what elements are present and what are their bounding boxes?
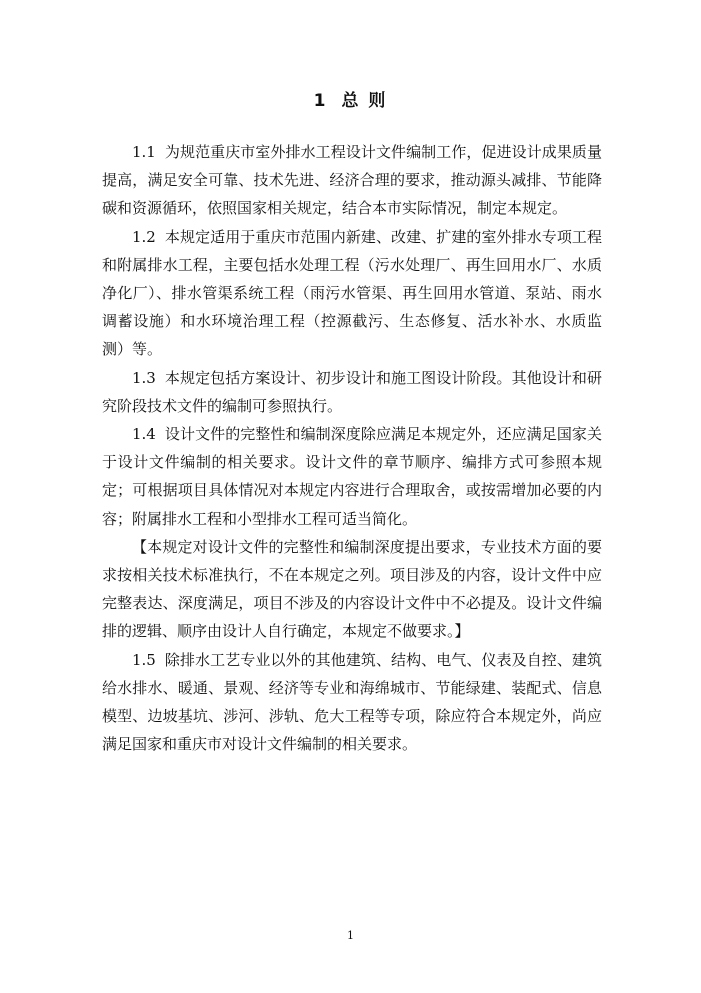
clause-1-4 xyxy=(102,420,602,533)
clause-number: 1.4 xyxy=(132,425,156,444)
chapter-title-text: 总 则 xyxy=(341,91,388,111)
clause-text: 本规定包括方案设计、初步设计和施工图设计阶段。其他设计和研究阶段技术文件的编制可参照执行。 xyxy=(102,368,602,415)
clause-text: 为规范重庆市室外排水工程设计文件编制工作，促进设计成果质量提高，满足安全可靠、技术先进、经济合理的要求，推动源头减排、节能降碳和资源循环，依照国家相关规定，结合本市实际情况，制定本规定。 xyxy=(102,143,602,218)
clause-1-4-note xyxy=(102,533,602,646)
note-text: 【本规定对设计文件的完整性和编制深度提出要求，专业技术方面的要求按相关技术标准执行，不在本规定之列。项目涉及的内容，设计文件中应完整表达、深度满足，项目不涉及的内容设计文件中不必提及。设计文件编排的逻辑、顺序由设计人自行确定，本规定不做要求。】 xyxy=(102,537,602,641)
clause-1-5 xyxy=(102,646,602,759)
clause-text: 除排水工艺专业以外的其他建筑、结构、电气、仪表及自控、建筑给水排水、暖通、景观、经济等专业和海绵城市、节能绿建、装配式、信息模型、边坡基坑、涉河、涉轨、危大工程等专项，除应符合本规定外，尚应满足国家和重庆市对设计文件编制的相关要求。 xyxy=(102,650,602,754)
clause-number: 1.3 xyxy=(132,368,156,387)
clause-text: 本规定适用于重庆市范围内新建、改建、扩建的室外排水专项工程和附属排水工程，主要包括水处理工程（污水处理厂、再生回用水厂、水质净化厂）、排水管渠系统工程（雨污水管渠、再生回用水管道、泵站、雨水调蓄设施）和水环境治理工程（控源截污、生态修复、活水补水、水质监测）等。 xyxy=(102,227,602,359)
clause-1-3 xyxy=(102,364,602,420)
clause-text: 设计文件的完整性和编制深度除应满足本规定外，还应满足国家关于设计文件编制的相关要求。设计文件的章节顺序、编排方式可参照本规定；可根据项目具体情况对本规定内容进行合理取舍，或按需增加必要的内容；附属排水工程和小型排水工程可适当简化。 xyxy=(102,425,602,528)
clause-number: 1.5 xyxy=(132,650,156,669)
clause-1-2 xyxy=(102,223,602,364)
clause-number: 1.1 xyxy=(132,143,156,161)
clause-1-1 xyxy=(102,138,602,223)
chapter-number: 1 xyxy=(313,91,328,111)
page-number: 1 xyxy=(347,929,354,942)
chapter-title xyxy=(0,86,701,111)
document-body xyxy=(102,138,602,758)
clause-number: 1.2 xyxy=(132,227,156,246)
